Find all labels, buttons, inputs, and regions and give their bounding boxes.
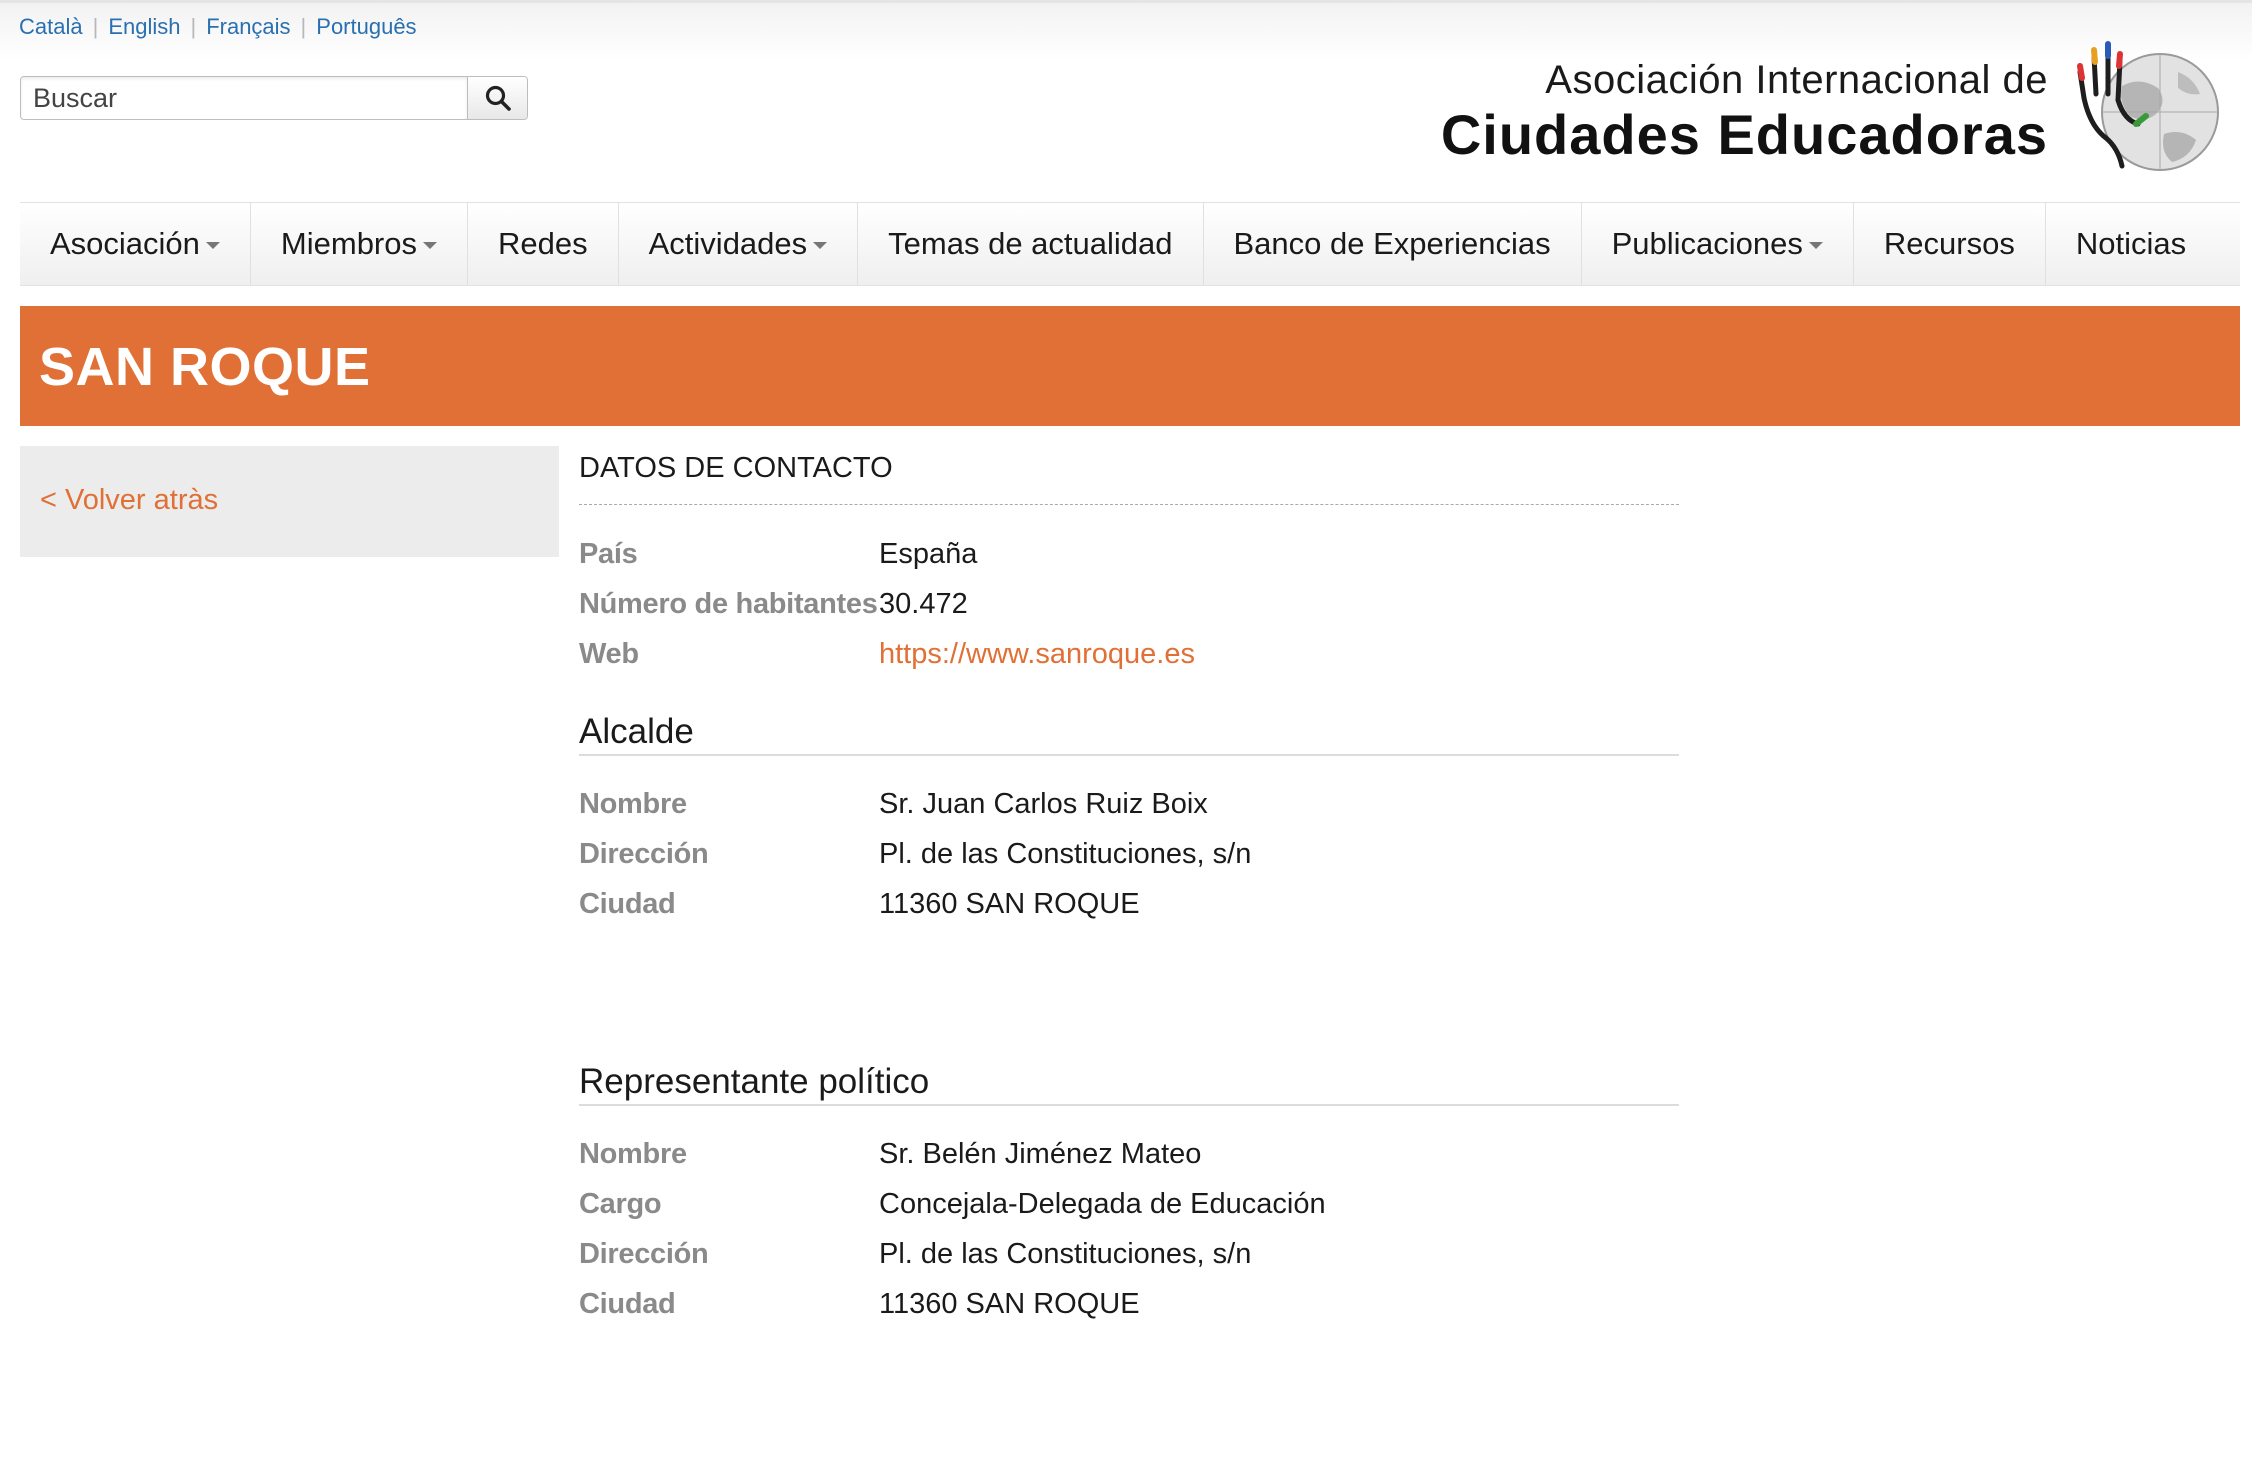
detail-label: Dirección	[579, 838, 709, 870]
detail-value: 11360 SAN ROQUE	[879, 1288, 1140, 1320]
separator: |	[92, 14, 99, 39]
site-logo[interactable]	[1440, 36, 2220, 186]
detail-row	[579, 888, 1140, 921]
detail-value: Pl. de las Constituciones, s/n	[879, 1238, 1252, 1270]
search-input[interactable]	[21, 77, 467, 119]
website-link[interactable]: https://www.sanroque.es	[879, 638, 1195, 670]
nav-label: Actividades	[648, 226, 808, 261]
detail-row	[579, 638, 1195, 671]
contact-section-title: DATOS DE CONTACTO	[579, 452, 893, 484]
detail-row	[579, 538, 977, 571]
logo-line2: Ciudades Educadoras	[1440, 103, 2048, 166]
detail-label: Ciudad	[579, 888, 676, 920]
nav-label: Banco de Experiencias	[1233, 226, 1551, 261]
detail-row	[579, 1188, 1326, 1221]
divider	[579, 754, 1679, 756]
detail-row	[579, 838, 1251, 871]
lang-english-link[interactable]: English	[108, 14, 181, 39]
detail-row	[579, 1138, 1201, 1171]
nav-label: Miembros	[280, 226, 418, 261]
detail-value: 11360 SAN ROQUE	[879, 888, 1140, 920]
detail-row	[579, 788, 1208, 821]
page-title: SAN ROQUE	[39, 337, 371, 397]
nav-item-publicaciones[interactable]	[1582, 203, 1854, 285]
separator: |	[190, 14, 197, 39]
mayor-section-title: Alcalde	[579, 712, 694, 751]
nav-label: Temas de actualidad	[888, 226, 1173, 261]
lang-catala-link[interactable]: Català	[19, 14, 83, 39]
nav-item-banco[interactable]	[1204, 203, 1582, 285]
detail-value: Sr. Juan Carlos Ruiz Boix	[879, 788, 1208, 820]
detail-value: Pl. de las Constituciones, s/n	[879, 838, 1252, 870]
detail-value: Concejala-Delegada de Educación	[879, 1188, 1326, 1220]
nav-item-recursos[interactable]	[1854, 203, 2046, 285]
page-banner	[20, 306, 2240, 426]
nav-label: Publicaciones	[1611, 226, 1803, 261]
caret-down-icon	[813, 242, 827, 249]
caret-down-icon	[206, 242, 220, 249]
language-switcher	[19, 14, 417, 40]
nav-label: Recursos	[1883, 226, 2015, 261]
divider	[579, 504, 1679, 505]
detail-row	[579, 1288, 1140, 1321]
search-form	[20, 76, 528, 120]
nav-item-asociacion[interactable]	[20, 203, 251, 285]
nav-label: Noticias	[2075, 226, 2187, 261]
sidebar	[20, 446, 559, 557]
logo-line1: Asociación Internacional de	[1545, 58, 2048, 102]
search-icon	[484, 84, 512, 112]
nav-item-miembros[interactable]	[251, 203, 468, 285]
detail-label: Cargo	[579, 1188, 662, 1220]
detail-label: Ciudad	[579, 1288, 676, 1320]
detail-label: Nombre	[579, 1138, 687, 1170]
nav-label: Redes	[498, 226, 588, 261]
detail-label: País	[579, 538, 638, 570]
nav-item-temas[interactable]	[858, 203, 1203, 285]
detail-value: 30.472	[879, 588, 968, 620]
nav-label: Asociación	[50, 226, 200, 261]
detail-row	[579, 588, 968, 621]
detail-label: Dirección	[579, 1238, 709, 1270]
separator: |	[300, 14, 307, 39]
detail-row	[579, 1238, 1251, 1271]
nav-item-redes[interactable]	[468, 203, 619, 285]
search-button[interactable]	[467, 77, 527, 119]
caret-down-icon	[423, 242, 437, 249]
globe-hand-logo-icon	[2060, 36, 2220, 186]
lang-francais-link[interactable]: Français	[206, 14, 291, 39]
detail-value: Sr. Belén Jiménez Mateo	[879, 1138, 1202, 1170]
lang-portugues-link[interactable]: Português	[316, 14, 417, 39]
political-rep-section-title: Representante político	[579, 1062, 930, 1101]
detail-label: Nombre	[579, 788, 687, 820]
nav-item-noticias[interactable]	[2046, 203, 2216, 285]
detail-value: España	[879, 538, 978, 570]
divider	[579, 1104, 1679, 1106]
caret-down-icon	[1809, 242, 1823, 249]
detail-label: Número de habitantes	[579, 588, 878, 620]
detail-label: Web	[579, 638, 639, 670]
nav-item-actividades[interactable]	[619, 203, 859, 285]
main-nav	[20, 202, 2240, 286]
back-link[interactable]: < Volver atràs	[40, 484, 219, 516]
